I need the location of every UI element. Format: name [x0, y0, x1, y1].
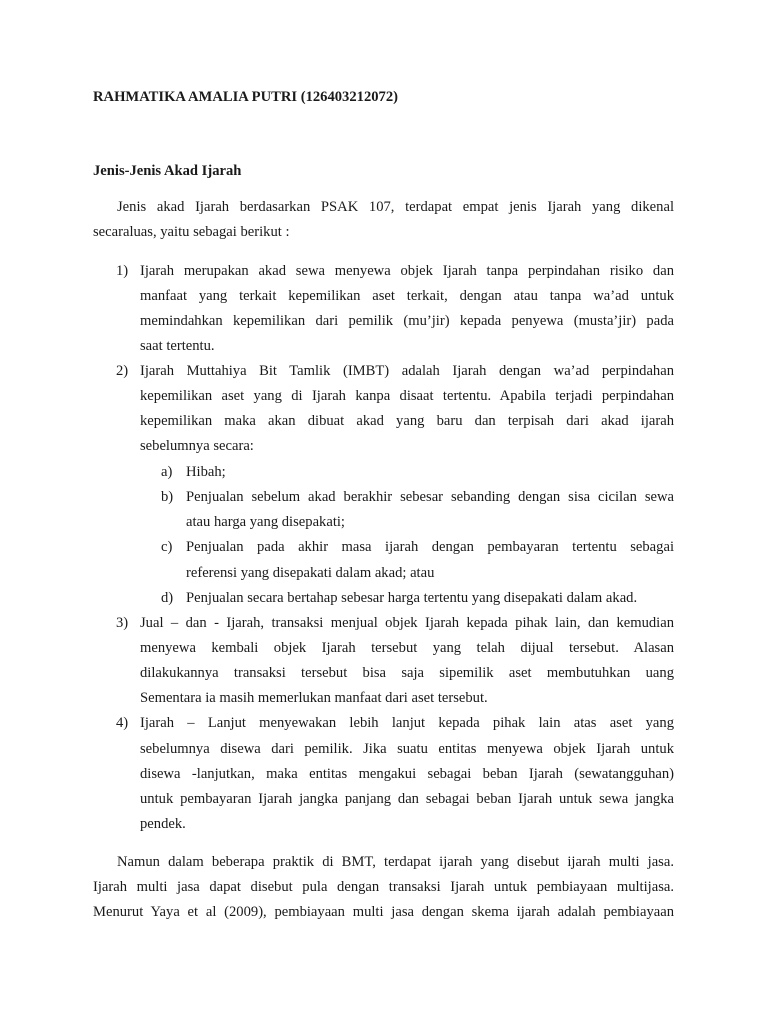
- closing-line: Menurut Yaya et al (2009), pembiayaan multi jasa dengan skema ijarah adalah pembiayaan: [93, 904, 674, 920]
- list-item-line: disewa -lanjutkan, maka entitas mengakui sebagai beban Ijarah (sewatangguhan): [140, 766, 674, 782]
- list-marker: 2): [116, 363, 129, 379]
- list-item-line: kepemilikan aset yang di Ijarah kanpa disaat tertentu. Apabila terjadi perpindahan: [140, 388, 674, 404]
- list-item-line: Ijarah Muttahiya Bit Tamlik (IMBT) adalah Ijarah dengan wa’ad perpindahan: [140, 363, 674, 379]
- intro-line: Jenis akad Ijarah berdasarkan PSAK 107, terdapat empat jenis Ijarah yang dikenal: [117, 199, 674, 215]
- list-item-line: Ijarah merupakan akad sewa menyewa objek Ijarah tanpa perpindahan risiko dan: [140, 263, 674, 279]
- list-marker: 1): [116, 263, 129, 279]
- sublist-marker: c): [161, 539, 173, 555]
- closing-line: Ijarah multi jasa dapat disebut pula dengan transaksi Ijarah untuk pembiayaan multijasa.: [93, 879, 674, 895]
- sublist-item-line: Hibah;: [186, 464, 226, 480]
- sublist-item-line: atau harga yang disepakati;: [186, 514, 345, 530]
- list-item-line: memindahkan kepemilikan dari pemilik (mu’jir) kepada penyewa (musta’jir) pada: [140, 313, 674, 329]
- sublist-item-line: referensi yang disepakati dalam akad; atau: [186, 565, 435, 581]
- list-marker: 3): [116, 615, 129, 631]
- intro-line: secaraluas, yaitu sebagai berikut :: [93, 224, 290, 240]
- sublist-item-line: Penjualan secara bertahap sebesar harga tertentu yang disepakati dalam akad.: [186, 590, 638, 606]
- list-item-line: kepemilikan maka akan dibuat akad yang baru dan terpisah dari akad ijarah: [140, 413, 674, 429]
- list-item-line: untuk pembayaran Ijarah jangka panjang dan sebagai beban Ijarah untuk sewa jangka: [140, 791, 674, 807]
- list-item-line: dilakukannya transaksi tersebut bisa saja sipemilik aset membutuhkan uang: [140, 665, 674, 681]
- list-marker: 4): [116, 715, 129, 731]
- list-item-line: Ijarah – Lanjut menyewakan lebih lanjut kepada pihak lain atas aset yang: [140, 715, 674, 731]
- list-item-line: sebelumnya secara:: [140, 438, 254, 454]
- sublist-item-line: Penjualan sebelum akad berakhir sebesar sebanding dengan sisa cicilan sewa: [186, 489, 674, 505]
- list-item-line: manfaat yang terkait kepemilikan aset terkait, dengan atau tanpa wa’ad untuk: [140, 288, 674, 304]
- list-item-line: Jual – dan - Ijarah, transaksi menjual objek Ijarah kepada pihak lain, dan kemudian: [140, 615, 674, 631]
- list-item-line: menyewa kembali objek Ijarah tersebut yang telah dijual tersebut. Alasan: [140, 640, 674, 656]
- sublist-item-line: Penjualan pada akhir masa ijarah dengan pembayaran tertentu sebagai: [186, 539, 674, 555]
- section-title: Jenis-Jenis Akad Ijarah: [93, 163, 242, 179]
- author-line: RAHMATIKA AMALIA PUTRI (126403212072): [93, 89, 398, 105]
- list-item-line: pendek.: [140, 816, 186, 832]
- sublist-marker: a): [161, 464, 173, 480]
- list-item-line: sebelumnya disewa dari pemilik. Jika suatu entitas menyewa objek Ijarah untuk: [140, 741, 674, 757]
- list-item-line: Sementara ia masih memerlukan manfaat dari aset tersebut.: [140, 690, 488, 706]
- list-item-line: saat tertentu.: [140, 338, 215, 354]
- closing-line: Namun dalam beberapa praktik di BMT, terdapat ijarah yang disebut ijarah multi jasa.: [117, 854, 674, 870]
- sublist-marker: b): [161, 489, 174, 505]
- sublist-marker: d): [161, 590, 174, 606]
